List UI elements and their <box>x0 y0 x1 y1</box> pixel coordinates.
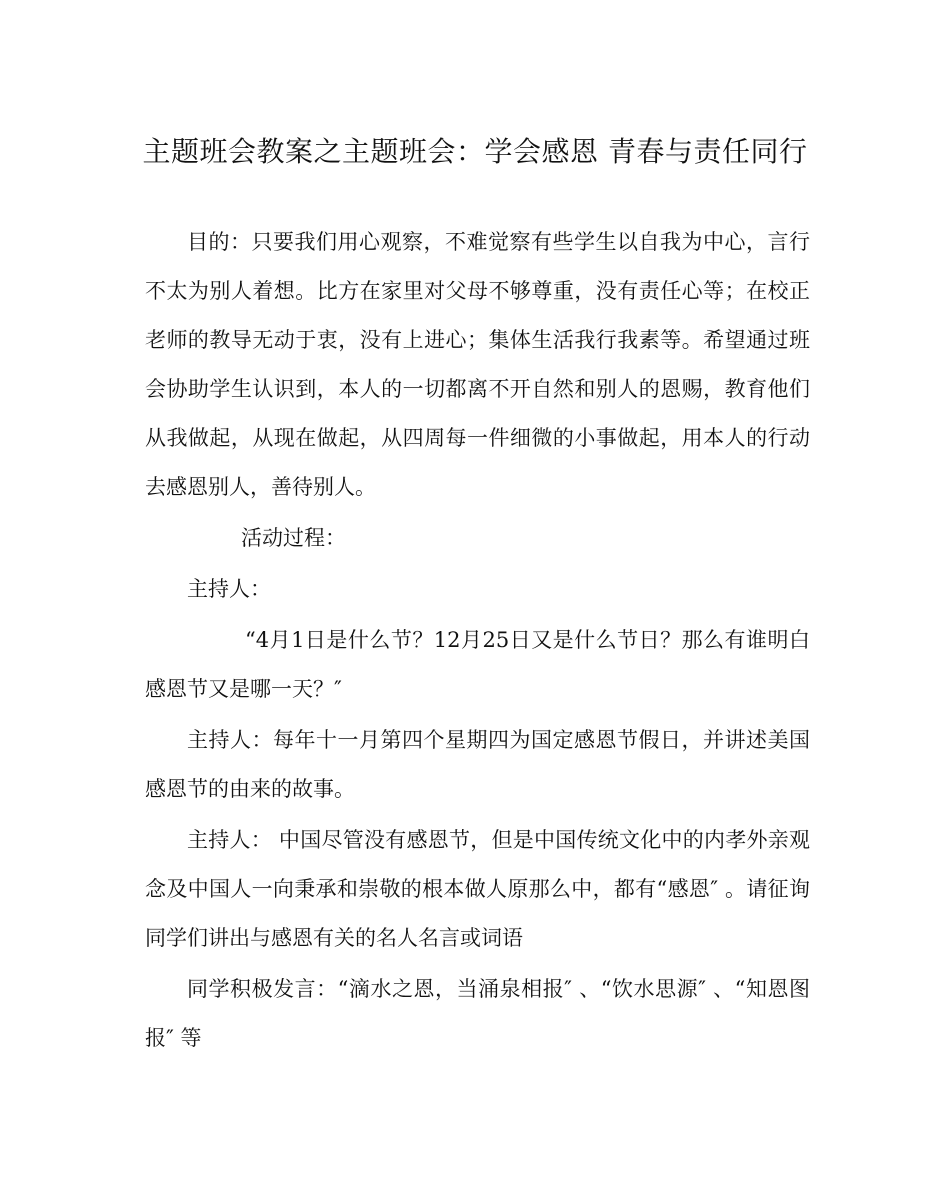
activity-process-heading: 活动过程： <box>241 526 346 550</box>
purpose-paragraph: 目的：只要我们用心观察，不难觉察有些学生以自我为中心，言行不太为别人着想。比方在家里对父母不够尊重，没有责任心等；在校正老师的教导无动于衷，没有上进心；集体生活我行我素等。希望通过班会协助学生认识到，本人的一切都离不开自然和别人的恩赐，教育他们从我做起，从现在做起，从四周每一件细微的小事做起，用本人的行动去感恩别人，善待别人。 <box>145 230 810 499</box>
students-speak-paragraph: 同学积极发言：“滴水之恩，当涌泉相报″ 、“饮水思源″ 、“知恩图报″ 等 <box>145 977 810 1050</box>
host-china-paragraph: 主持人： 中国尽管没有感恩节，但是中国传统文化中的内孝外亲观念及中国人一向秉承和崇敬的根本做人原那么中，都有“感恩″ 。请征询同学们讲出与感恩有关的名人名言或词语 <box>145 828 810 950</box>
host-thanksgiving-paragraph: 主持人：每年十一月第四个星期四为国定感恩节假日，并讲述美国感恩节的由来的故事。 <box>145 728 810 801</box>
host-label: 主持人： <box>187 577 271 601</box>
document-body <box>145 218 810 1063</box>
document-title: 主题班会教案之主题班会：学会感恩 青春与责任同行 <box>142 135 808 168</box>
host-question-paragraph: “4月1日是什么节？12月25日又是什么节日？那么有谁明白感恩节又是哪一天？″ <box>145 628 810 701</box>
